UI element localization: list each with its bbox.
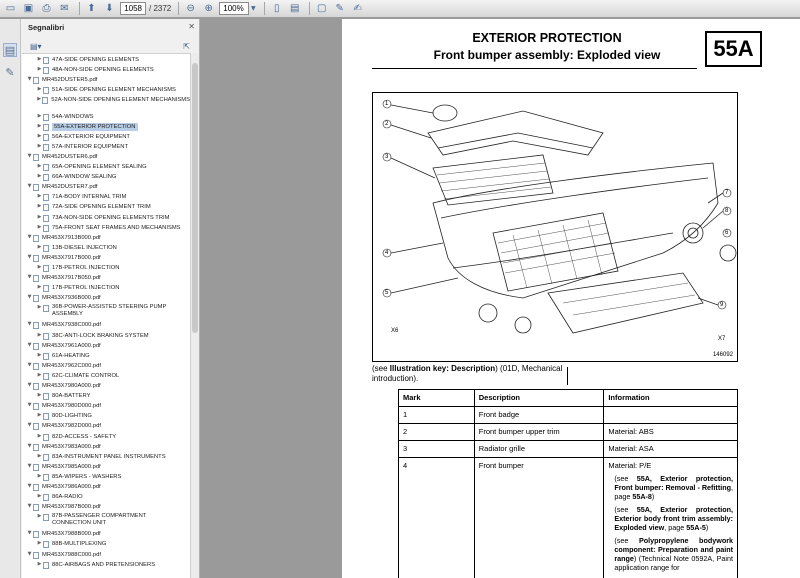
bookmark-label: MR453X7980A000.pdf: [42, 383, 101, 389]
bookmark-page-icon: [33, 444, 39, 451]
bookmark-page-icon: [33, 77, 39, 84]
bookmark-label: 57A-INTERIOR EQUIPMENT: [52, 143, 129, 150]
bookmark-page-icon: [43, 225, 49, 232]
expand-triangle-icon[interactable]: ▶: [37, 96, 42, 103]
bookmark-label: 38C-ANTI-LOCK BRAKING SYSTEM: [52, 332, 149, 339]
bookmark-page-icon: [33, 154, 39, 161]
bookmark-label: MR453X7936B000.pdf: [42, 295, 101, 302]
collapse-triangle-icon[interactable]: ▼: [27, 341, 32, 348]
bookmark-label: 80A-BATTERY: [52, 393, 91, 400]
cell-mark: 1: [399, 407, 475, 424]
bookmark-file[interactable]: [22, 382, 190, 390]
callout-9: 9: [720, 302, 724, 308]
cell-information-text: Material: P/E: [608, 461, 652, 470]
callout-3: 3: [385, 154, 389, 160]
bookmark-page-icon: [43, 144, 49, 151]
bookmark-page-icon: [43, 541, 49, 548]
bookmark-page-icon: [43, 454, 49, 461]
bookmark-scrollbar[interactable]: [190, 53, 199, 578]
document-background: [201, 19, 342, 578]
toolbar: [0, 0, 800, 18]
close-panel-icon[interactable]: ✕: [188, 22, 195, 31]
scrollbar-thumb[interactable]: [192, 63, 198, 333]
bookmark-page-icon: [43, 67, 49, 74]
expand-triangle-icon[interactable]: ▶: [37, 371, 42, 378]
expand-triangle-icon[interactable]: ▶: [37, 304, 42, 311]
bookmark-page-icon: [43, 373, 49, 380]
bookmark-page-icon: [33, 295, 39, 302]
cell-information: Material: ASA: [604, 441, 738, 458]
bookmark-label: MR453X7980D000.pdf: [42, 403, 101, 410]
bookmark-label: MR453X7917B050.pdf: [42, 275, 101, 282]
callout-x7: X7: [718, 336, 726, 342]
page-number-input[interactable]: 1058: [120, 2, 146, 15]
bookmark-page-icon: [43, 494, 49, 501]
collapse-triangle-icon[interactable]: ▼: [27, 76, 32, 83]
bookmark-label: MR453X7917B000.pdf: [42, 254, 101, 261]
bookmark-file[interactable]: [22, 234, 190, 242]
bookmark-item[interactable]: [22, 133, 190, 141]
bookmark-page-icon: [43, 215, 49, 222]
table-row: [399, 407, 738, 424]
bookmark-page-icon: [33, 363, 39, 370]
column-header-description: Description: [474, 390, 604, 407]
bookmark-page-icon: [43, 413, 49, 420]
bookmark-label: 36B-POWER-ASSISTED STEERING PUMP ASSEMBLY: [52, 304, 167, 318]
bookmark-page-icon: [43, 114, 49, 121]
bookmark-page-icon: [43, 514, 49, 521]
zoom-input[interactable]: 100%: [219, 2, 249, 15]
expand-triangle-icon[interactable]: ▶: [37, 132, 42, 139]
toolbar-divider: [264, 2, 265, 15]
collapse-triangle-icon[interactable]: ▼: [27, 442, 32, 449]
bookmark-label: 13B-DIESEL INJECTION: [52, 244, 117, 251]
expand-triangle-icon[interactable]: ▶: [37, 472, 42, 479]
expand-triangle-icon[interactable]: ▶: [37, 392, 42, 399]
bookmark-page-icon: [43, 562, 49, 569]
bookmark-item[interactable]: [22, 561, 190, 569]
bookmark-label: 72A-SIDE OPENING ELEMENT TRIM: [52, 204, 151, 211]
collapse-triangle-icon[interactable]: ▼: [27, 503, 32, 510]
bookmark-page-icon: [33, 235, 39, 242]
bookmark-page-icon: [43, 393, 49, 400]
bookmark-label: 85A-WIPERS - WASHERS: [52, 473, 122, 480]
illustration-key-link[interactable]: Illustration key: Description: [389, 364, 496, 373]
bookmark-page-icon: [43, 194, 49, 201]
bookmark-page-icon: [43, 305, 49, 312]
bookmark-page-icon: [43, 87, 49, 94]
expand-triangle-icon[interactable]: ▶: [37, 163, 42, 169]
table-row: [399, 424, 738, 441]
expand-triangle-icon[interactable]: ▶: [37, 243, 42, 250]
collapse-triangle-icon[interactable]: ▼: [27, 483, 32, 489]
bookmarks-panel-title: Segnalibri: [28, 23, 65, 32]
bookmark-file[interactable]: [22, 530, 190, 538]
page-up-icon[interactable]: ⬆: [87, 3, 96, 14]
collapse-triangle-icon[interactable]: ▼: [27, 274, 32, 281]
bookmark-file[interactable]: [22, 443, 190, 451]
bookmark-page-icon: [43, 164, 49, 171]
bookmark-label: 86A-RADIO: [52, 494, 83, 501]
bookmark-file[interactable]: [22, 254, 190, 262]
bookmark-item[interactable]: [22, 244, 190, 252]
callout-x6: X6: [391, 328, 399, 334]
bookmark-page-icon: [33, 504, 39, 511]
collapse-triangle-icon[interactable]: ▼: [27, 233, 32, 240]
bookmarks-tab-icon[interactable]: ▤: [4, 43, 16, 57]
bookmark-item[interactable]: [22, 392, 190, 400]
attachments-tab-icon[interactable]: ✎: [5, 65, 15, 79]
bookmark-label: 61A-HEATING: [52, 352, 90, 359]
bookmark-label: MR452DUSTER5.pdf: [42, 77, 98, 84]
collapse-triangle-icon[interactable]: ▼: [27, 361, 32, 368]
bookmark-file[interactable]: [22, 321, 190, 329]
bookmark-page-icon: [33, 322, 39, 329]
bookmark-label: MR453X7982D000.pdf: [42, 423, 101, 430]
zoom-in-icon[interactable]: ⊕: [204, 3, 213, 14]
bookmark-label: 51A-SIDE OPENING ELEMENT MECHANISMS: [52, 87, 176, 94]
section-code-badge: 55A: [705, 31, 762, 67]
bookmark-label: 62C-CLIMATE CONTROL: [52, 372, 120, 379]
bookmark-label: 88B-MULTIPLEXING: [52, 541, 107, 548]
exploded-view-figure: [372, 92, 738, 362]
expand-triangle-icon[interactable]: ▶: [37, 493, 42, 500]
cell-description: Front bumper: [474, 458, 604, 578]
bookmarks-toolbar: [22, 39, 200, 53]
text-cursor: [567, 367, 568, 385]
bookmark-page-icon: [33, 484, 39, 491]
fit-width-icon[interactable]: ▤: [290, 3, 300, 14]
expand-triangle-icon[interactable]: ▶: [37, 412, 42, 419]
zoom-dropdown-icon[interactable]: ▼: [250, 5, 256, 12]
bookmark-file[interactable]: [22, 402, 190, 410]
document-page: [342, 19, 800, 578]
expand-triangle-icon[interactable]: ▶: [37, 513, 42, 520]
bookmark-options-icon[interactable]: ▤▾: [30, 41, 42, 51]
callout-1: 1: [385, 101, 389, 107]
bookmark-label: 83A-INSTRUMENT PANEL INSTRUMENTS: [52, 453, 166, 460]
bookmark-page-icon: [43, 285, 49, 292]
expand-triangle-icon[interactable]: ▶: [37, 351, 42, 358]
collapse-triangle-icon[interactable]: ▼: [27, 294, 32, 301]
bookmark-item[interactable]: [22, 66, 190, 74]
bookmark-page-icon: [33, 531, 39, 538]
callout-4: 4: [385, 250, 389, 256]
bookmark-item[interactable]: [22, 352, 190, 360]
header-rule: [372, 68, 697, 69]
bookmark-item[interactable]: [22, 372, 190, 380]
callout-8: 8: [725, 208, 729, 214]
bookmark-file[interactable]: [22, 183, 190, 191]
save-icon[interactable]: ▣: [23, 3, 34, 14]
column-header-information: Information: [604, 390, 738, 407]
figure-number: 146092: [712, 352, 733, 358]
reference-note[interactable]: (see 55A, Exterior protection, Front bumper: Removal - Refitting, page 55A-8): [614, 474, 733, 501]
bookmark-label: MR453X7938C000.pdf: [42, 322, 101, 329]
bookmark-item[interactable]: [22, 173, 190, 181]
bookmark-file[interactable]: [22, 342, 190, 350]
collapse-triangle-icon[interactable]: ▼: [27, 422, 32, 429]
bookmark-label: MR453X7985A000.pdf: [42, 463, 101, 470]
parts-table: [398, 389, 738, 578]
cell-information: [604, 407, 738, 424]
bookmark-page-icon: [43, 57, 49, 64]
page-subtitle: Front bumper assembly: Exploded view: [433, 48, 661, 62]
panel-tab-strip: [0, 19, 21, 578]
collapse-triangle-icon[interactable]: ▼: [27, 253, 32, 260]
expand-triangle-icon[interactable]: ▶: [37, 203, 42, 210]
expand-triangle-icon[interactable]: ▶: [37, 112, 42, 119]
bookmark-page-icon: [43, 353, 49, 360]
bookmark-label: MR453X7961A000.pdf: [42, 342, 101, 349]
bookmark-label: 73A-NON-SIDE OPENING ELEMENTS TRIM: [52, 214, 170, 221]
bookmark-item[interactable]: [22, 412, 190, 420]
highlight-icon[interactable]: ✎: [335, 3, 344, 14]
table-header-row: [399, 390, 738, 407]
cell-description: Front badge: [474, 407, 604, 424]
bookmark-page-icon: [42, 97, 48, 104]
bookmark-item[interactable]: [22, 513, 190, 527]
bookmark-label: 56A-EXTERIOR EQUIPMENT: [52, 133, 130, 140]
expand-triangle-icon[interactable]: ▶: [37, 284, 42, 291]
bookmark-item[interactable]: [22, 113, 190, 121]
bookmark-page-icon: [43, 124, 49, 131]
bookmark-label: 65A-OPENING ELEMENT SEALING: [52, 164, 147, 170]
bookmark-label: MR453X7987B000.pdf: [42, 504, 101, 511]
open-folder-icon[interactable]: ▭: [5, 3, 16, 14]
page-down-icon[interactable]: ⬇: [105, 3, 114, 14]
cell-mark: 4: [399, 458, 475, 578]
expand-triangle-icon[interactable]: ▶: [37, 122, 42, 129]
bookmark-label: MR453X7988B000.pdf: [42, 531, 101, 538]
bookmark-item[interactable]: [22, 540, 190, 548]
expand-triangle-icon[interactable]: ▶: [37, 193, 42, 200]
table-row: [399, 458, 738, 578]
bookmark-page-icon: [33, 552, 39, 559]
bookmark-label: 55A-EXTERIOR PROTECTION: [54, 123, 136, 130]
bookmark-label: 88C-AIRBAGS AND PRETENSIONERS: [52, 561, 156, 568]
bookmark-label: 52A-NON-SIDE OPENING ELEMENT MECHANISMS: [51, 97, 190, 104]
bookmark-label: 17B-PETROL INJECTION: [52, 285, 120, 292]
collapse-triangle-icon[interactable]: ▼: [27, 183, 32, 190]
bookmark-label: MR452DUSTER7.pdf: [42, 184, 98, 191]
bookmark-file[interactable]: [22, 76, 190, 84]
bookmark-page-icon: [33, 383, 39, 390]
toolbar-divider: [79, 2, 80, 15]
table-row: [399, 441, 738, 458]
bookmark-label: 71A-BODY INTERNAL TRIM: [52, 194, 127, 201]
bookmark-page-icon: [33, 423, 39, 430]
page-title: EXTERIOR PROTECTION: [472, 31, 622, 45]
collapse-triangle-icon[interactable]: ▼: [27, 152, 32, 159]
cell-mark: 2: [399, 424, 475, 441]
expand-triangle-icon[interactable]: ▶: [37, 264, 42, 270]
bookmark-file[interactable]: [22, 153, 190, 161]
expand-triangle-icon[interactable]: ▶: [37, 66, 42, 73]
comment-icon[interactable]: ▢: [317, 3, 327, 14]
cell-description: Radiator grille: [474, 441, 604, 458]
collapse-triangle-icon[interactable]: ▼: [27, 402, 32, 409]
bookmark-tree[interactable]: [22, 53, 190, 578]
reference-note[interactable]: (see 55A, Exterior protection, Exterior body front trim assembly: Exploded view, page 55A-5): [614, 505, 733, 532]
bookmark-item[interactable]: [22, 56, 190, 64]
bookmark-file[interactable]: [22, 463, 190, 471]
cell-information: Material: ABS: [604, 424, 738, 441]
bookmark-page-icon: [43, 333, 49, 340]
bookmark-label: MR453X7988C000.pdf: [42, 551, 101, 558]
sign-icon[interactable]: ✍: [353, 3, 362, 14]
bookmark-page-icon: [43, 434, 49, 441]
toolbar-divider: [178, 2, 179, 15]
expand-triangle-icon[interactable]: ▶: [37, 173, 42, 180]
cell-mark: 3: [399, 441, 475, 458]
collapse-triangle-icon[interactable]: ▼: [27, 321, 32, 328]
bookmark-item[interactable]: [22, 304, 190, 318]
bookmark-file[interactable]: [22, 274, 190, 282]
illustration-caption: (see Illustration key: Description) (01D, Mechanical introduction).: [372, 364, 563, 383]
cell-description: Front bumper upper trim: [474, 424, 604, 441]
bookmark-page-icon: [33, 403, 39, 410]
bookmark-file[interactable]: [22, 503, 190, 511]
expand-triangle-icon[interactable]: ▶: [37, 560, 42, 567]
bumper-drawing: [373, 93, 739, 363]
callout-5: 5: [385, 290, 389, 296]
expand-triangle-icon[interactable]: ▶: [37, 142, 42, 149]
reference-note[interactable]: (see Polypropylene bodywork component: Preparation and paint range) (Technical Note 0592A, Paint application range for: [614, 536, 734, 572]
expand-triangle-icon[interactable]: ▶: [37, 213, 42, 220]
bookmark-item[interactable]: [22, 453, 190, 461]
bookmark-label: 48A-NON-SIDE OPENING ELEMENTS: [52, 67, 154, 74]
bookmark-page-icon: [33, 275, 39, 282]
bookmark-item[interactable]: [22, 143, 190, 151]
bookmark-file[interactable]: [22, 422, 190, 430]
expand-triangle-icon[interactable]: ▶: [37, 432, 42, 439]
bookmark-file[interactable]: [22, 362, 190, 370]
bookmark-label: 87B-PASSENGER COMPARTMENT CONNECTION UNIT: [52, 513, 147, 527]
bookmark-label: MR452DUSTER6.pdf: [42, 153, 98, 160]
expand-triangle-icon[interactable]: ▶: [37, 540, 42, 547]
bookmark-item[interactable]: [22, 203, 190, 211]
bookmark-page-icon: [33, 464, 39, 471]
bookmark-label: 66A-WINDOW SEALING: [52, 174, 117, 181]
callout-2: 2: [385, 121, 389, 127]
expand-triangle-icon[interactable]: ▶: [37, 331, 42, 338]
bookmark-page-icon: [43, 174, 49, 181]
page-total-label: / 2372: [149, 4, 172, 13]
bookmark-page-icon: [33, 343, 39, 350]
collapse-triangle-icon[interactable]: ▼: [27, 462, 32, 469]
bookmark-label: 75A-FRONT SEAT FRAMES AND MECHANISMS: [52, 224, 181, 231]
bookmark-label: MR453X7913B000.pdf: [42, 234, 101, 241]
bookmark-item[interactable]: [22, 193, 190, 201]
callout-7: 7: [725, 190, 729, 196]
bookmark-item[interactable]: [22, 86, 190, 94]
collapse-triangle-icon[interactable]: ▼: [27, 530, 32, 537]
bookmark-item[interactable]: [22, 473, 190, 481]
bookmark-page-icon: [43, 204, 49, 211]
expand-bookmark-icon[interactable]: ⇱: [183, 41, 190, 51]
expand-triangle-icon[interactable]: ▶: [37, 86, 42, 93]
bookmark-page-icon: [33, 184, 39, 191]
bookmark-label: 54A-WINDOWS: [52, 113, 94, 120]
expand-triangle-icon[interactable]: ▶: [37, 56, 42, 62]
collapse-triangle-icon[interactable]: ▼: [27, 382, 32, 388]
bookmark-item[interactable]: [22, 163, 190, 171]
callout-6: 6: [725, 230, 729, 236]
bookmark-page-icon: [43, 474, 49, 481]
fit-page-icon[interactable]: ▯: [273, 3, 280, 14]
bookmark-item[interactable]: [22, 123, 190, 131]
expand-triangle-icon[interactable]: ▶: [37, 223, 42, 230]
bookmark-label: 80D-LIGHTING: [52, 413, 92, 420]
cell-information: [604, 458, 738, 578]
bookmark-item[interactable]: [22, 332, 190, 340]
bookmark-page-icon: [43, 265, 49, 272]
bookmark-item[interactable]: [22, 284, 190, 292]
bookmark-page-icon: [43, 245, 49, 252]
bookmark-label: MR453X7986A000.pdf: [42, 484, 101, 490]
bookmark-file[interactable]: [22, 483, 190, 491]
bookmark-label: MR453X7962C000.pdf: [42, 362, 101, 369]
bookmark-label: 82D-ACCESS - SAFETY: [52, 433, 117, 440]
bookmark-file[interactable]: [22, 294, 190, 302]
bookmark-label: MR453X7983A000.pdf: [42, 443, 101, 450]
column-header-mark: Mark: [399, 390, 475, 407]
bookmark-item[interactable]: [22, 214, 190, 222]
bookmark-item[interactable]: [22, 264, 190, 272]
bookmark-item[interactable]: [22, 224, 190, 232]
bookmark-page-icon: [33, 255, 39, 262]
collapse-triangle-icon[interactable]: ▼: [27, 550, 32, 557]
navigation-panel: [0, 19, 200, 578]
bookmark-item[interactable]: [22, 493, 190, 501]
toolbar-divider: [309, 2, 310, 15]
bookmark-label: 17B-PETROL INJECTION: [52, 265, 120, 271]
expand-triangle-icon[interactable]: ▶: [37, 452, 42, 459]
print-icon[interactable]: ⎙: [42, 3, 51, 14]
bookmark-item[interactable]: [22, 433, 190, 441]
bookmark-label: 47A-SIDE OPENING ELEMENTS: [52, 57, 139, 63]
bookmark-item[interactable]: [22, 96, 190, 104]
mail-icon[interactable]: ✉: [60, 3, 69, 14]
bookmark-page-icon: [43, 134, 49, 141]
zoom-out-icon[interactable]: ⊖: [186, 3, 195, 14]
bookmark-file[interactable]: [22, 551, 190, 559]
